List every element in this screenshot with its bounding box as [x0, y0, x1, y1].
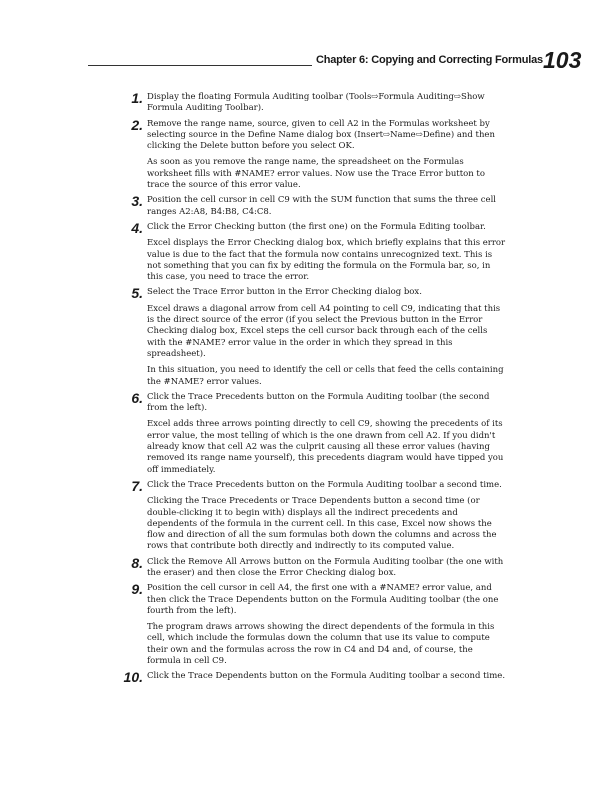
step-number: 4. — [131, 219, 143, 236]
step-number: 8. — [131, 554, 143, 571]
list-item — [118, 195, 508, 218]
step-number: 2. — [131, 116, 143, 133]
step-number: 9. — [131, 581, 143, 598]
page-number: 103 — [543, 47, 582, 73]
step-instruction: Position the cell cursor in cell C9 with the SUM function that sums the three cell ranges A2:A8, B4:B8, C4:C8. — [147, 195, 497, 217]
step-instruction: Remove the range name, source, given to cell A2 in the Formulas worksheet by selecting source in the Define Name dialog box (Insert⇨Name⇨Define) and then clicking the Delete button before you select OK. — [147, 118, 495, 152]
step-instruction: Position the cell cursor in cell A4, the first one with a #NAME? error value, and then click the Trace Dependents button on the Formula Auditing toolbar (the one fourth from the left). — [147, 583, 499, 616]
list-item — [118, 287, 508, 387]
list-item — [118, 583, 508, 667]
step-instruction: Click the Error Checking button (the first one) on the Formula Editing toolbar. — [147, 221, 486, 232]
step-explanation: Excel draws a diagonal arrow from cell A4 pointing to cell C9, indicating that this is the direct source of the error (if you select the Previous button in the Error Checking dialog box, Excel steps the cell cursor back through each of the cells with the #NAME? error value in the order in which they spread in this spreadsheet). — [147, 303, 501, 359]
step-instruction: Click the Remove All Arrows button on the Formula Auditing toolbar (the one with the eraser) and then close the Error Checking dialog box. — [147, 556, 504, 578]
step-instruction: Click the Trace Precedents button on the Formula Auditing toolbar a second time. — [147, 479, 502, 490]
step-number: 7. — [131, 477, 143, 494]
header-rule — [88, 65, 312, 66]
step-instruction: Click the Trace Dependents button on the Formula Auditing toolbar a second time. — [147, 671, 506, 682]
step-explanation: Excel displays the Error Checking dialog box, which briefly explains that this error value is due to the fact that the formula now contains unrecognized text. This is not something that you can fix by editing the formula on the Formula bar, so, in this case, you need to trace the error. — [147, 238, 506, 283]
step-explanation: Clicking the Trace Precedents or Trace Dependents button a second time (or double-clicking it to begin with) displays all the indirect precedents and dependents of the formula in the current cell. In this case, Excel now shows the flow and direction of all the sum formulas both down the columns and across the rows that contribute both directly and indirectly to its computed value. — [147, 496, 497, 552]
list-item — [118, 219, 508, 283]
step-instruction: Display the floating Formula Auditing toolbar (Tools⇨Formula Auditing⇨Show Formula Auditing Toolbar). — [147, 92, 485, 114]
step-number: 5. — [131, 285, 143, 302]
list-item — [118, 669, 508, 686]
list-item — [118, 389, 508, 476]
list-item — [118, 116, 508, 192]
step-explanation: In this situation, you need to identify the cell or cells that feed the cells containing the #NAME? error values. — [147, 365, 504, 387]
step-instruction: Select the Trace Error button in the Error Checking dialog box. — [147, 287, 422, 298]
list-item — [118, 554, 508, 580]
running-header-title: Chapter 6: Copying and Correcting Formulas — [316, 54, 543, 66]
step-number: 6. — [131, 389, 143, 406]
step-number: 1. — [131, 90, 143, 106]
list-item — [118, 477, 508, 553]
step-number: 3. — [131, 193, 143, 210]
step-number: 10. — [123, 669, 143, 686]
step-explanation: Excel adds three arrows pointing directly to cell C9, showing the precedents of its error value, the most telling of which is the one drawn from cell A2. If you didn't already know that cell A2 was the culprit causing all these error values (having removed its range name yourself), this precedents diagram would have tipped you off immediately. — [147, 419, 504, 475]
list-item — [118, 92, 508, 115]
step-explanation: The program draws arrows showing the direct dependents of the formula in this cell, which include the formulas down the column that use its value to compute their own and the formulas across the row in C4 and D4 and, of course, the formula in cell C9. — [147, 622, 495, 667]
numbered-steps-list — [118, 90, 508, 686]
step-instruction: Click the Trace Precedents button on the Formula Auditing toolbar (the second from the left). — [147, 391, 490, 414]
step-explanation: As soon as you remove the range name, the spreadsheet on the Formulas worksheet fills with #NAME? error values. Now use the Trace Error button to trace the source of this error value. — [147, 157, 485, 191]
